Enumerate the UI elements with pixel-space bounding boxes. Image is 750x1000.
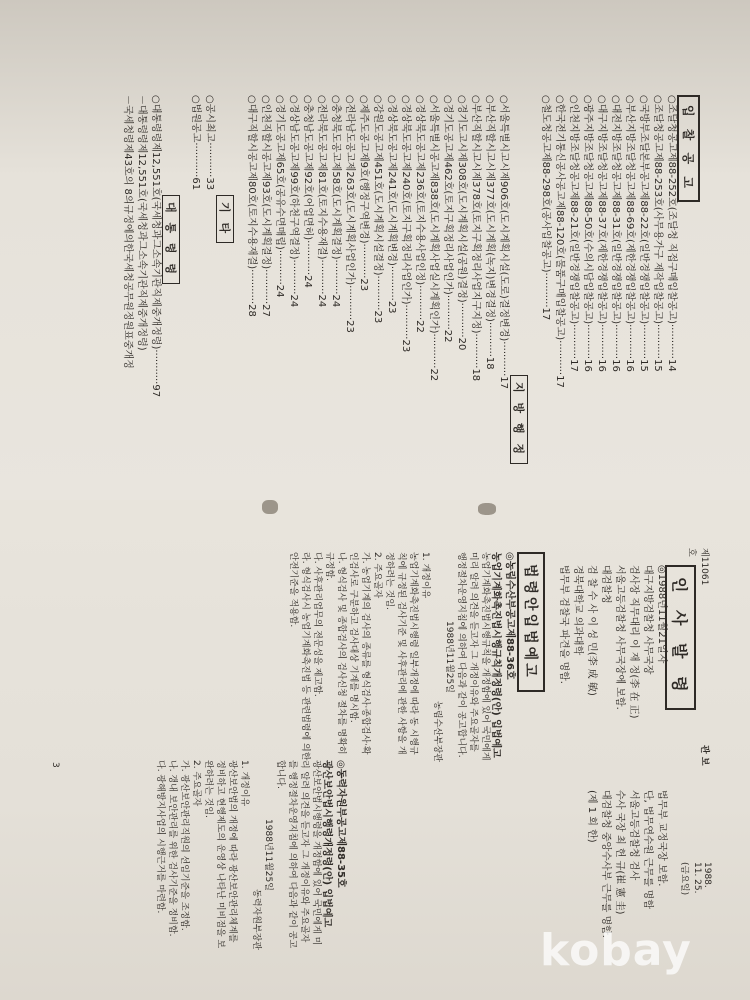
- personnel-line: 경북대학교 의과대학: [572, 565, 583, 656]
- toc-entry: ○충청북도공고제58호(도시계획결정)···········24: [330, 95, 341, 308]
- contents-column-1: [120, 95, 700, 464]
- section-title-local-admin: 지 방 행 정: [510, 375, 528, 464]
- notice-date: 1988년11월25일: [263, 819, 273, 891]
- toc-entry: ○대통령령제12,551호(국세청과그소속기관직제중개정령)···········97: [150, 95, 161, 398]
- personnel-line: 서울고등검찰청 검사: [628, 790, 639, 881]
- page-number: 3: [50, 762, 60, 768]
- notice-body: 다. 사후관리업무의 전문성을 제고함.: [312, 552, 322, 697]
- toc-entry: ○강원도공고제451호(도시계획시설결정)···········23: [372, 95, 383, 324]
- toc-entry: ○경기도공고제65호(공유수면매립)···········24: [274, 95, 285, 298]
- notice-date: 1988년11월25일: [444, 621, 454, 693]
- toc-entry: ○경상남도공고제99호(하천구역결정)···········24: [288, 95, 299, 308]
- personnel-line: 법무부 교정국장 보함.: [656, 790, 667, 887]
- watermark: kobay: [540, 925, 692, 976]
- personnel-line: 단, 법무연수원 근무를 명함: [642, 790, 653, 909]
- personnel-line: 검 찰 수 사 이 성 민(李 成 敏): [586, 565, 597, 696]
- toc-entry: －대통령령제12,551호(국세청과그소속기관직제중개정령): [136, 95, 147, 351]
- notice-body: 광산보안법의 개정에 따라 광산보안관리체계를 정비하고 현행제도의 운영상 나타난 미비점을 보완하려는 것임.: [203, 760, 237, 949]
- notice-body: 나. 형식검사 및 종합검사의 검사신청 절차를 명확히 규정함.: [324, 552, 346, 755]
- toc-entry: ○인천지방조달청공고제88-21호(일반경쟁입찰공고)···········17: [568, 95, 579, 372]
- toc-entry: ○충청남도공고제92호(어업면허)···········24: [302, 95, 313, 288]
- toc-entry: －국세청령제43호의 8의규정에의한국세청공무원정원표중개정: [122, 95, 133, 369]
- toc-entry: ○인천직할시공고제93호(도시계획결정)···········27: [260, 95, 271, 317]
- masthead: 관 보: [699, 745, 709, 766]
- toc-entry: ○경기도고시제308호(도시계획시설(공원)결정)···········20: [456, 95, 467, 351]
- legislative-banner: 법령안입법예고: [517, 552, 545, 692]
- notice-subtitle: 광산보안법시행령개정령(안) 입법예고: [321, 760, 332, 928]
- toc-entry: ○대구직할시공고제80호(토지수용재결)···········28: [246, 95, 257, 317]
- toc-entry: ○전라남도공고제263호(도시계획사업인가)···········23: [344, 95, 355, 333]
- personnel-line: 대구지방검찰청 사무국장: [642, 565, 653, 675]
- legislative-notice-1: [287, 552, 545, 762]
- notice-body: 2. 주요골자: [372, 552, 382, 599]
- toc-entry: ○부산직할시고시제377호(도시계획(녹지)변경결정)···········18: [484, 95, 495, 370]
- toc-entry: ○대전지방조달청공고제88-31호(일반경쟁입찰공고)···········16: [610, 95, 621, 372]
- section-title-bids: 입 찰 공 고: [677, 95, 700, 202]
- personnel-block: [556, 565, 696, 718]
- notice-body: 광산보안법시행령을 개정함에 있어 국민에게 미리 알려 의견을 듣고자 그 개정이유와 주요골자를 행정절차운영지침에 의하여 다음과 같이 공고합니다.: [275, 760, 321, 949]
- personnel-block-right: [584, 790, 696, 938]
- notice-subtitle: 농업기계화촉진법시행규칙개정령(안) 입법예고: [490, 552, 501, 758]
- notice-body: 1. 개정이유: [239, 760, 249, 807]
- notice-title: ◎동력자원부공고제88-35호: [335, 760, 346, 888]
- toc-entry: ○한국전기통신공사공고제88-120호(물품구매입찰공고)···········17: [554, 95, 565, 388]
- notice-authority: 농림수산부장관: [432, 701, 442, 762]
- notice-body: 다. 광해방지사업의 시행근거를 마련함.: [155, 760, 165, 914]
- toc-entry: ○경상북도공고제236호(토지수용사업인정)···········22: [414, 95, 425, 333]
- personnel-line: 수사 국장 최 헌 규(崔 憲 圭): [614, 790, 625, 915]
- issue-date: 1988. 11. 25. (금요일): [679, 862, 712, 896]
- notice-body: 농업기계화촉진법시행규칙을 개정함에 있어 국민에게 미리 알려 의견을 듣고자 그 개정이유와 주요골자를 행정절차운영지침에 의하여 다음과 같이 공고합니다.: [456, 552, 490, 761]
- toc-entry: ○서울특별시공고제838호(도시계획사업실시계획인가)···········22: [428, 95, 439, 382]
- toc-entry: ○대구지방조달청공고제88-37호(제한경쟁입찰공고)···········16: [596, 95, 607, 372]
- toc-entry: ○철도청공고제88-298호(공사입찰공고)···········17: [540, 95, 551, 321]
- toc-entry: ○부산직할시고시제378호(토지구획정리사업지구지정)···········18: [470, 95, 481, 382]
- notice-body: 가. 광산보안관리직원의 선임기준을 조정함.: [179, 760, 189, 931]
- legislative-notice-2: [154, 760, 350, 950]
- section-title-misc: 기 타: [216, 195, 234, 243]
- toc-entry: ○공시최고···········33: [204, 95, 215, 191]
- toc-entry: ○조달청공고제88-253호(사무용가구 제작입찰공고)···········15: [652, 95, 663, 372]
- notice-authority: 동력자원부장관: [251, 889, 261, 950]
- binding-hole: [478, 503, 496, 515]
- notice-body: 가. 농업기계의 검사의 종류를 형식검사·종합검사·확인검사로 구분하고 검사대상 기계를 명시함.: [348, 552, 370, 755]
- notice-body: 라. 형식검사시 농업기계화촉진법 등 관련법령에 의한 안전기준을 적용함.: [288, 552, 310, 761]
- personnel-line: 대검찰청: [600, 565, 611, 604]
- personnel-line: 법무부 검찰국 파견을 명함.: [558, 565, 569, 684]
- toc-entry: ○전라북도공고제81호(토지수용재결)···········24: [316, 95, 327, 308]
- toc-entry: ○부산지방조달청공고제88-69호(제한경쟁입찰공고)···········16: [624, 95, 635, 372]
- toc-entry: ○조달청공고제88-252호(조달청 직접구매입찰공고)···········14: [666, 95, 677, 372]
- issue-number: 제11061호: [686, 548, 709, 586]
- toc-entry: ○서울특별시고시제906호(도시계획시설(도로)결정변경)···········17: [498, 95, 509, 389]
- toc-entry: ○광주지방조달청공고제88-50호(수의시담입찰공고)···········16: [582, 95, 593, 372]
- binding-hole: [262, 500, 278, 514]
- toc-entry: ○경상북도공고제240호(토지구획정리사업인가)···········23: [400, 95, 411, 353]
- personnel-banner: 인 사 발 령: [665, 565, 696, 710]
- personnel-line: ◎1988년11월21일자: [656, 565, 667, 664]
- personnel-line: 서울고등검찰청 사무국장에 보함.: [614, 565, 625, 710]
- personnel-line: 대검찰청 중앙수사부 근무를 명함.: [600, 790, 611, 938]
- notice-body: 나. 갱내 보안관리를 위한 검사기준을 정비함.: [167, 760, 177, 937]
- notice-body: 농업기계화촉진법시행령 일부개정에 따라 동 시행규칙에 규정된 검사기준 및 사후관리에 관한 사항을 개정하려는 것임.: [384, 552, 418, 755]
- notice-body: 2. 주요골자: [191, 760, 201, 807]
- toc-entry: ○제주도공고제9호(행정구역변경)···········23: [358, 95, 369, 292]
- toc-entry: ○경상북도공고제241호(도시계획변경)···········23: [386, 95, 397, 314]
- toc-entry: ○국방부조달본부공고제88-22호(일반경쟁입찰공고)···········15: [638, 95, 649, 372]
- toc-entry: ○법원공고···········61: [190, 95, 201, 191]
- notice-title: ◎농림수산부공고제88-36호: [504, 552, 515, 680]
- section-title-decree: 대 통 령 령: [162, 195, 180, 284]
- notice-body: 1. 개정이유: [420, 552, 430, 599]
- toc-entry: ○경기도공고제462호(토지구획정리사업인가)···········22: [442, 95, 453, 343]
- personnel-line: (제 1 회 한): [586, 790, 597, 843]
- personnel-line: 검사장 직무대리 이 재 정(李 在 正): [628, 565, 639, 719]
